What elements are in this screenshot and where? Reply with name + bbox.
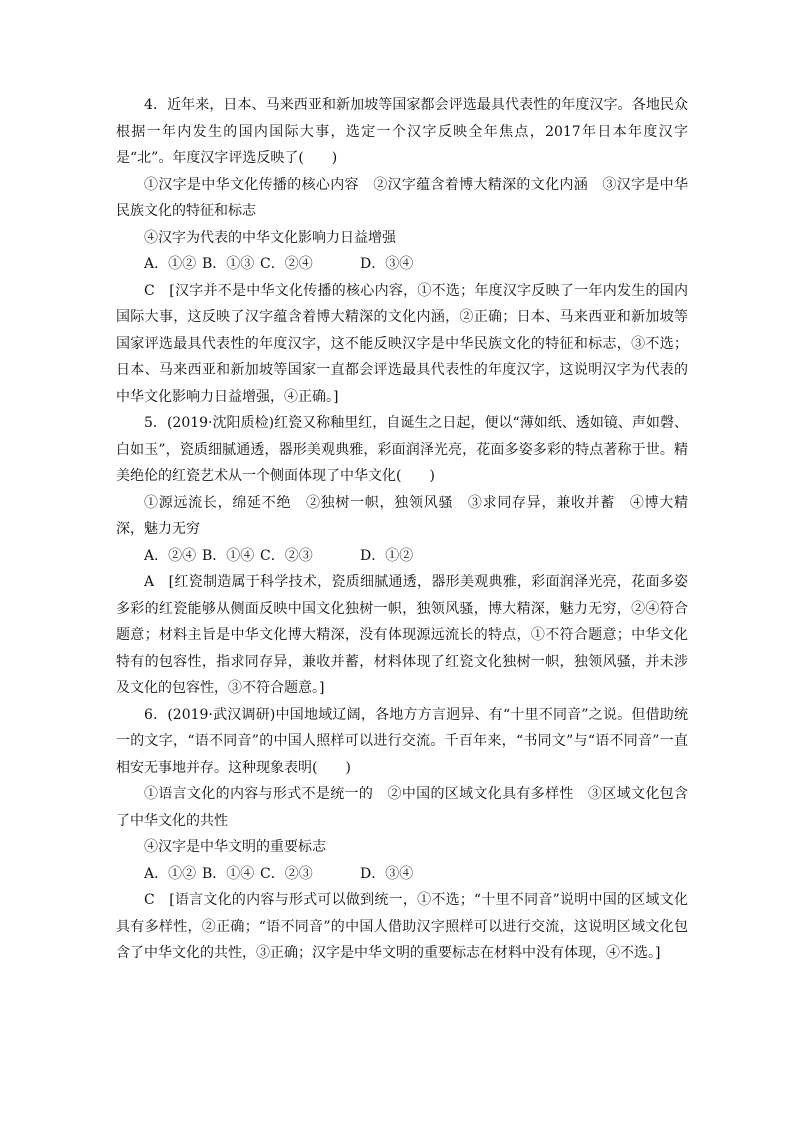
question-6 — [116, 702, 688, 967]
question-5-answer: A [红瓷制造属于科学技术，瓷质细腻通透，器形美观典雅，彩面润泽光亮，花面多姿多彩的红瓷能够从侧面反映中国文化独树一帜，独领风骚，博大精深，魅力无穷，②④符合题意；材料主旨是中华文化博大精深，没有体现源远流长的特点，①不符合题意；中华文化特有的包容性，指求同存异，兼收并蓄，材料体现了红瓷文化独树一帜，独领风骚，并未涉及文化的包容性，③不符合题意。] — [116, 574, 688, 696]
question-5-options — [116, 543, 688, 570]
question-6-stem: 6．(2019·武汉调研)中国地域辽阔，各地方方言迥异、有“十里不同音”之说。但借助统一的文字，“语不同音”的中国人照样可以进行交流。千百年来，“书同文”与“语不同音”一直相安无事地并存。这种现象表明( ) — [116, 706, 688, 776]
question-6-options — [116, 861, 688, 888]
option-b: B．①④ — [202, 547, 255, 564]
option-d: D．①② — [360, 547, 414, 564]
question-6-statements-2: ④汉字是中华文明的重要标志 — [144, 839, 326, 855]
question-5-statements: ①源远流长，绵延不绝 ②独树一帜，独领风骚 ③求同存异，兼收并蓄 ④博大精深，魅力无穷 — [116, 494, 688, 537]
question-6-statements-1: ①语言文化的内容与形式不是统一的 ②中国的区域文化具有多样性 ③区域文化包含了中华文化的共性 — [116, 786, 688, 829]
question-4-answer: C [汉字并不是中华文化传播的核心内容，①不选；年度汉字反映了一年内发生的国内国际大事，这反映了汉字蕴含着博大精深的文化内涵，②正确；日本、马来西亚和新加坡等国家评选最具代表性的年度汉字，这不能反映汉字是中华民族文化的特征和标志，③不选；日本、马来西亚和新加坡等国家一直都会评选最具代表性的年度汉字，这说明汉字为代表的中华文化影响力日益增强，④正确。] — [116, 282, 688, 405]
question-5-stem: 5．(2019·沈阳质检)红瓷又称釉里红，自诞生之日起，便以“薄如纸、透如镜、声如磬、白如玉”，瓷质细腻通透，器形美观典雅，彩面润泽光亮，花面多姿多彩的特点著称于世。精美绝伦的红瓷艺术从一个侧面体现了中华文化( ) — [116, 415, 688, 484]
option-d: D．③④ — [360, 865, 414, 882]
option-a: A．①② — [144, 256, 197, 272]
option-b: B．①④ — [202, 865, 255, 882]
question-5 — [116, 410, 688, 702]
option-a: A．①② — [144, 865, 197, 882]
option-a: A．②④ — [144, 547, 197, 564]
option-d: D．③④ — [360, 256, 414, 272]
question-4-options — [116, 251, 688, 278]
question-6-answer: C [语言文化的内容与形式可以做到统一，①不选；“十里不同音”说明中国的区域文化具有多样性，②正确；“语不同音”的中国人借助汉字照样可以进行交流，这说明区域文化包含了中华文化的共性，③正确；汉字是中华文明的重要标志在材料中没有体现，④不选。] — [116, 892, 688, 961]
question-4-statements-1: ①汉字是中华文化传播的核心内容 ②汉字蕴含着博大精深的文化内涵 ③汉字是中华民族文化的特征和标志 — [116, 176, 688, 219]
question-4-stem: 4．近年来，日本、马来西亚和新加坡等国家都会评选最具代表性的年度汉字。各地民众根据一年内发生的国内国际大事，选定一个汉字反映全年焦点，2017年日本年度汉字是“北”。年度汉字评选反映了( ) — [116, 97, 688, 166]
option-c: C．②④ — [260, 256, 313, 272]
option-c: C．②③ — [260, 865, 313, 882]
option-c: C．②③ — [260, 547, 313, 564]
question-4 — [116, 92, 688, 410]
document-page — [116, 92, 688, 967]
question-4-statements-2: ④汉字为代表的中华文化影响力日益增强 — [144, 229, 396, 246]
option-b: B．①③ — [202, 256, 255, 272]
